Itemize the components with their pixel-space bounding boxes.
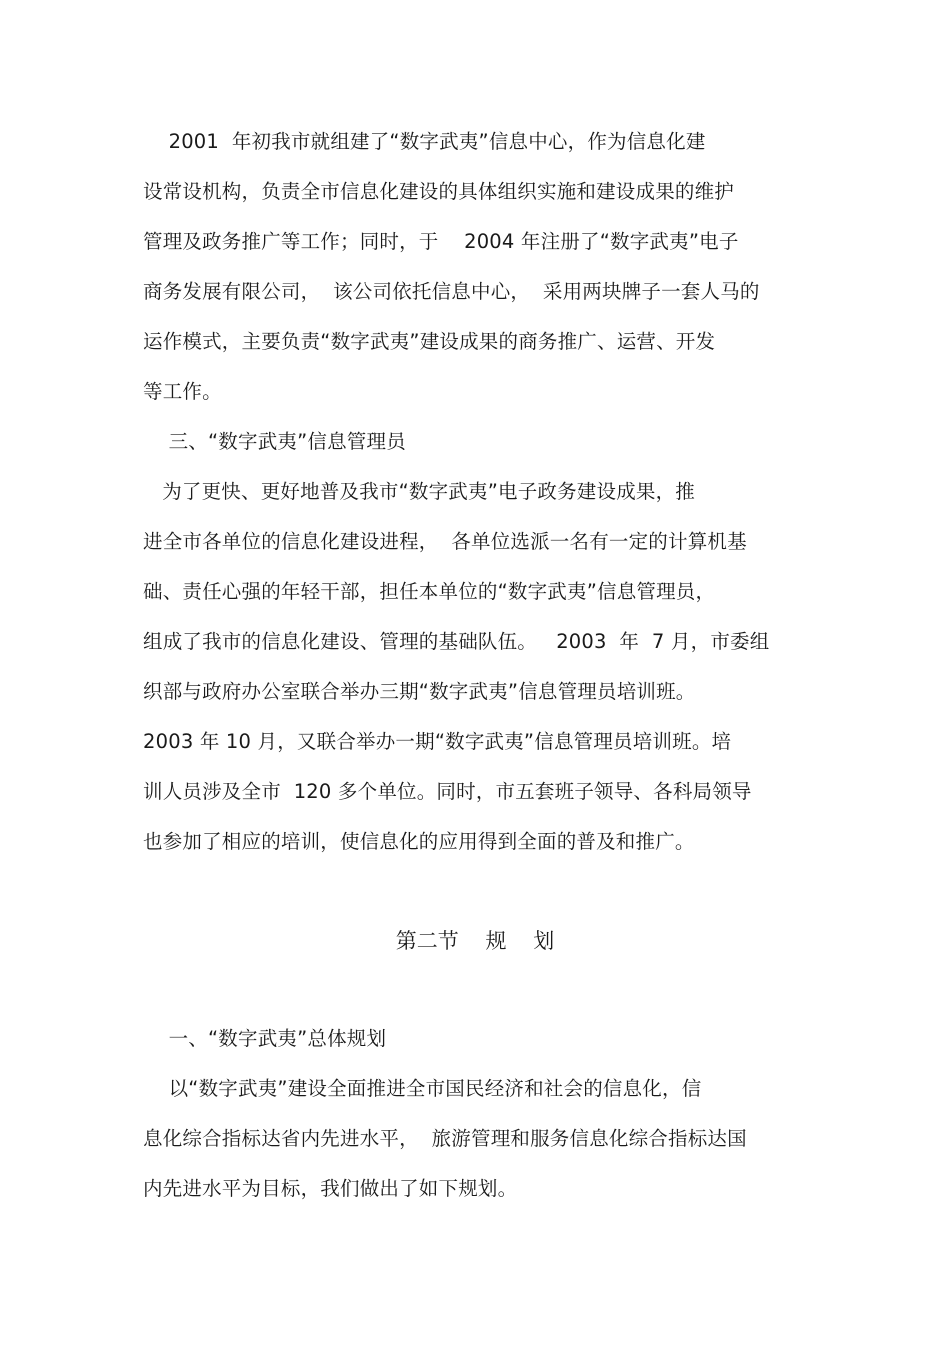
paragraph-1-line-2: 设常设机构，负责全市信息化建设的具体组织实施和建设成果的维护 <box>143 180 735 203</box>
paragraph-2-line-6: 2003 年 10 月，又联合举办一期“数字武夷”信息管理员培训班。培 <box>143 730 732 753</box>
paragraph-1-line-5: 运作模式，主要负责“数字武夷”建设成果的商务推广、运营、开发 <box>143 330 716 353</box>
section-1-heading: 一、“数字武夷”总体规划 <box>143 1027 387 1050</box>
paragraph-2-line-3: 础、责任心强的年轻干部，担任本单位的“数字武夷”信息管理员， <box>143 580 716 603</box>
paragraph-3-line-2: 息化综合指标达省内先进水平， 旅游管理和服务信息化综合指标达国 <box>143 1127 747 1150</box>
paragraph-2-line-1: 为了更快、更好地普及我市“数字武夷”电子政务建设成果，推 <box>143 480 696 503</box>
paragraph-2-line-4: 组成了我市的信息化建设、管理的基础队伍。 2003 年 7 月，市委组 <box>143 630 770 653</box>
paragraph-2-line-8: 也参加了相应的培训，使信息化的应用得到全面的普及和推广。 <box>143 830 695 853</box>
paragraph-2-line-2: 进全市各单位的信息化建设进程， 各单位选派一名有一定的计算机基 <box>143 530 747 553</box>
section-title: 第二节 规 划 <box>395 929 555 953</box>
paragraph-1-line-6: 等工作。 <box>143 380 222 403</box>
paragraph-1-line-4: 商务发展有限公司， 该公司依托信息中心， 采用两块牌子一套人马的 <box>143 280 760 303</box>
paragraph-3-line-1: 以“数字武夷”建设全面推进全市国民经济和社会的信息化，信 <box>143 1077 702 1100</box>
paragraph-1-line-1: 2001 年初我市就组建了“数字武夷”信息中心，作为信息化建 <box>143 130 706 153</box>
paragraph-2-line-7: 训人员涉及全市 120 多个单位。同时，市五套班子领导、各科局领导 <box>143 780 752 803</box>
paragraph-1-line-3: 管理及政务推广等工作；同时，于 2004 年注册了“数字武夷”电子 <box>143 230 739 253</box>
section-3-heading: 三、“数字武夷”信息管理员 <box>143 430 406 453</box>
paragraph-2-line-5: 织部与政府办公室联合举办三期“数字武夷”信息管理员培训班。 <box>143 680 696 703</box>
paragraph-3-line-3: 内先进水平为目标，我们做出了如下规划。 <box>143 1177 518 1200</box>
